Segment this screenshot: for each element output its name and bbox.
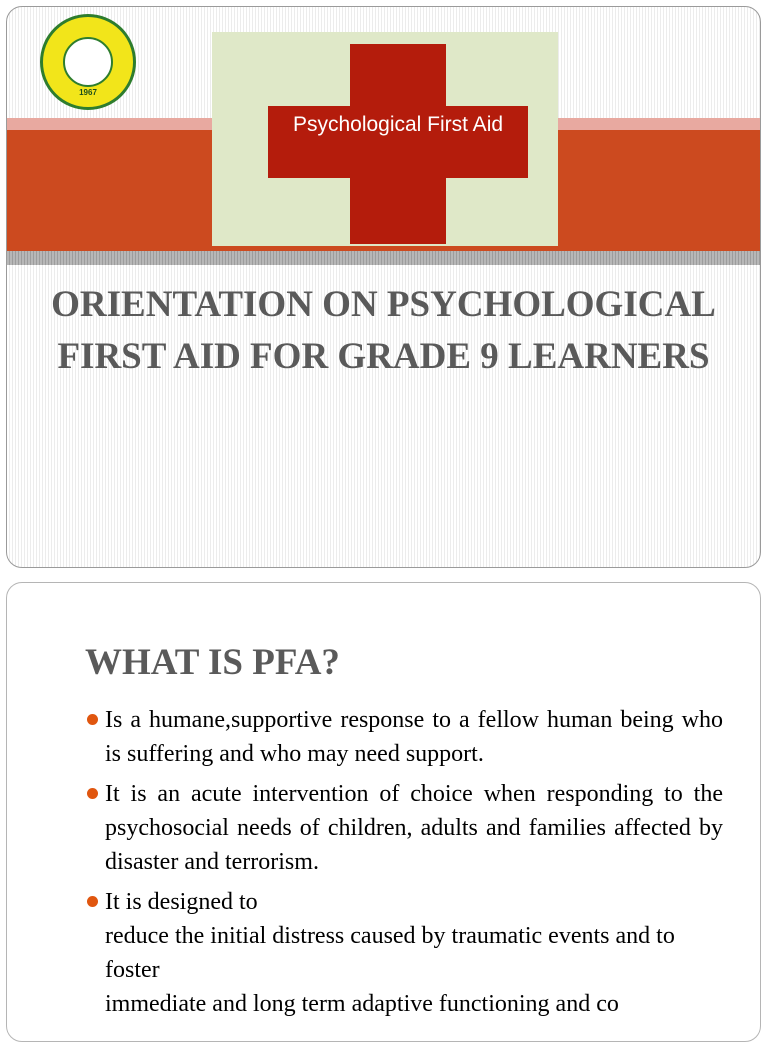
bullet-list <box>87 703 723 1027</box>
header-band-gray <box>7 251 760 265</box>
logo-year: 1967 <box>79 88 97 97</box>
slide-what-is-pfa <box>6 582 761 1042</box>
bullet-dot-icon <box>87 896 98 907</box>
school-logo <box>40 14 136 110</box>
list-item <box>87 885 723 1021</box>
list-item: Is a humane,supportive response to a fellow human being who is suffering and who may need support. <box>87 703 723 771</box>
bullet-dot-icon <box>87 788 98 799</box>
list-item: It is an acute intervention of choice when responding to the psychosocial needs of children, adults and families affected by disaster and terrorism. <box>87 777 723 879</box>
slide-title <box>6 6 761 568</box>
list-item-line: reduce the initial distress caused by traumatic events and to foster <box>105 923 675 983</box>
slide-heading: WHAT IS PFA? <box>85 642 340 683</box>
slide-title-text: ORIENTATION ON PSYCHOLOGICAL FIRST AID FOR GRADE 9 LEARNERS <box>51 284 716 377</box>
pfa-cross-image <box>212 32 558 246</box>
logo-inner-seal <box>63 37 113 87</box>
bullet-dot-icon <box>87 714 98 725</box>
list-item-line: immediate and long term adaptive functioning and co <box>105 991 619 1017</box>
list-item-line: It is designed to <box>105 889 258 915</box>
pfa-image-label: Psychological First Aid <box>292 113 504 136</box>
